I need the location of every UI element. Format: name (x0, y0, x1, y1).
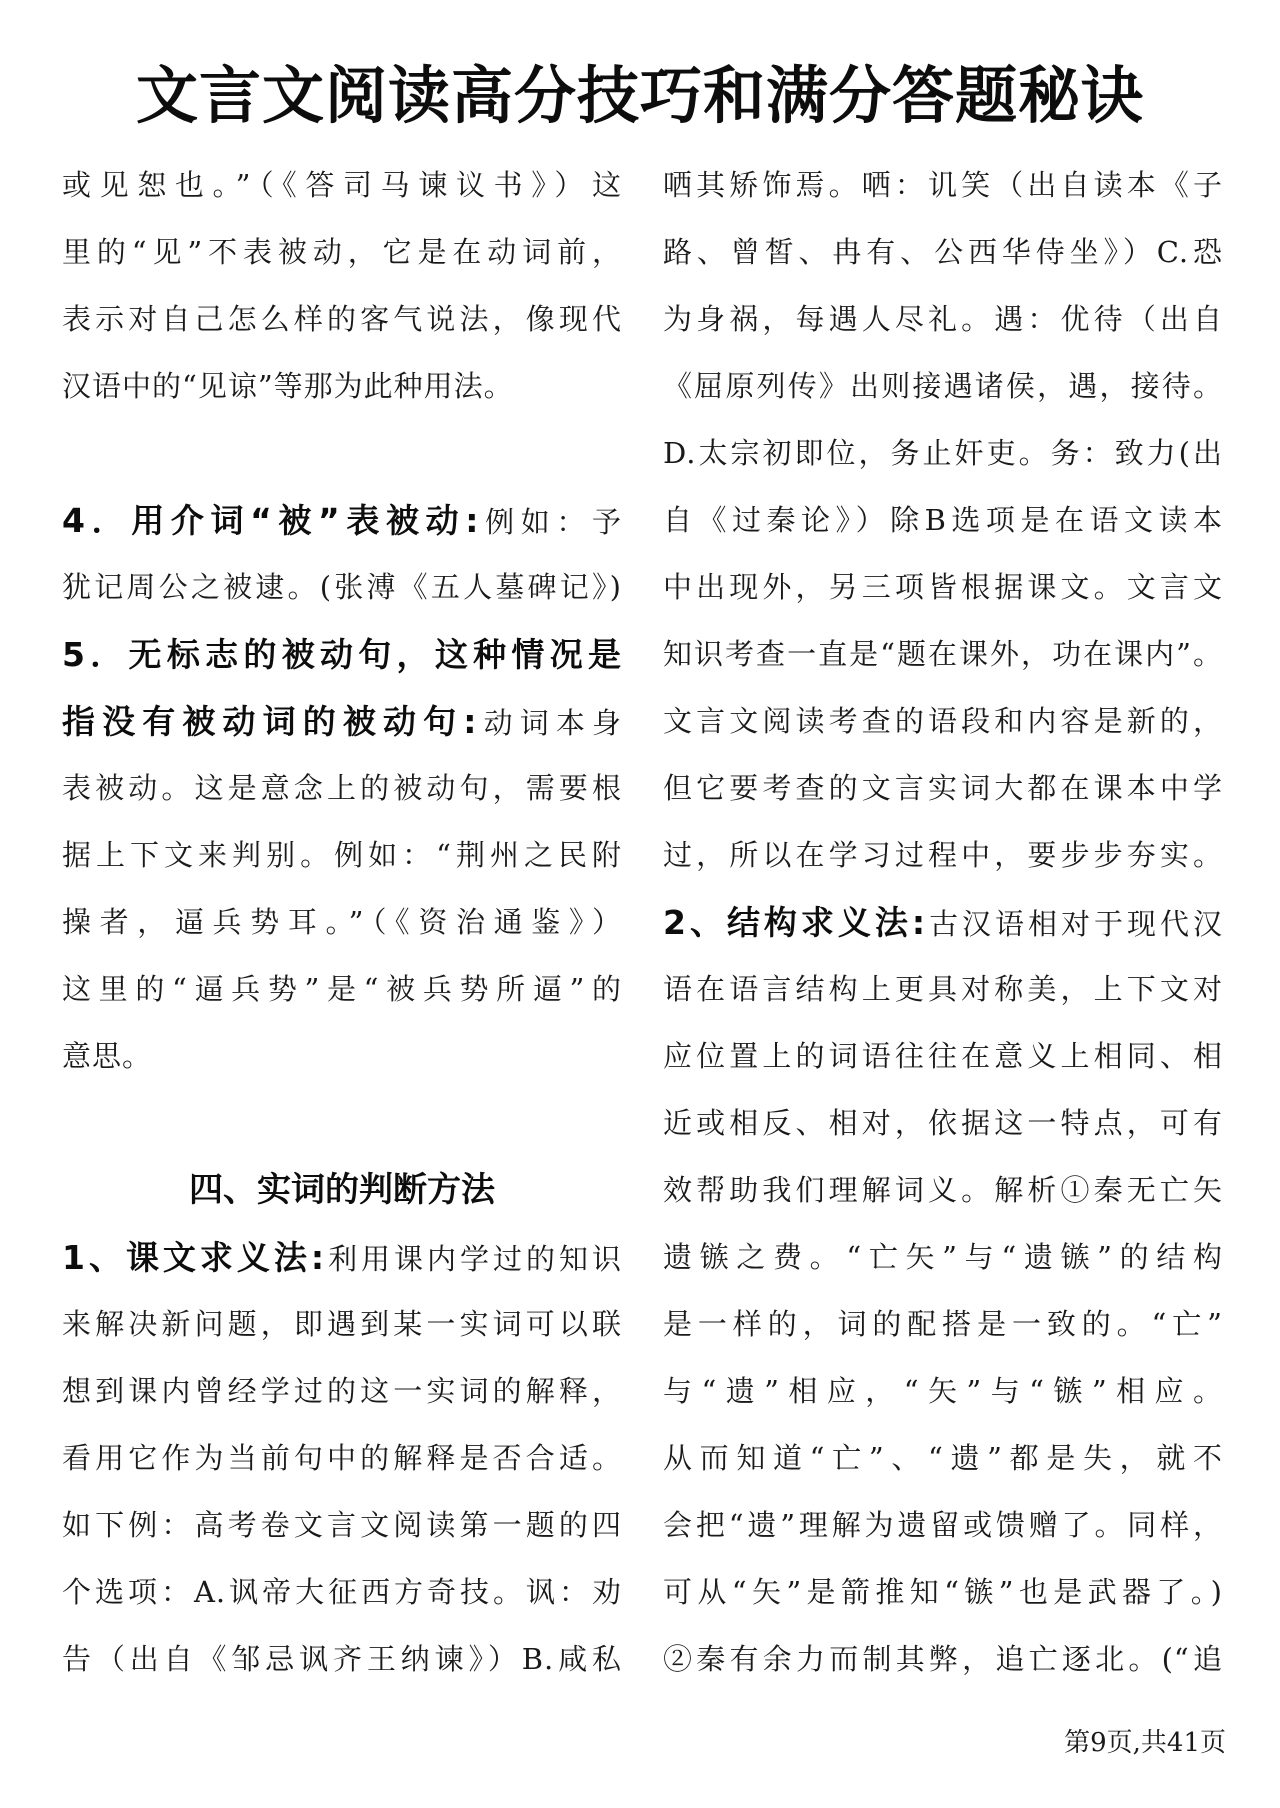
right-column (663, 152, 1223, 1693)
text-line: 或见恕也。”（《答司马谏议书》）这 (62, 168, 622, 202)
text-line: 中出现外，另三项皆根据课文。文言文 (663, 570, 1223, 604)
text-line: 会把“遗”理解为遗留或馈赠了。同样， (663, 1508, 1223, 1542)
spacer (62, 420, 622, 487)
text-line: 如下例：高考卷文言文阅读第一题的四 (62, 1508, 622, 1542)
text-line: 个选项：A.讽帝大征西方奇技。讽：劝 (62, 1575, 622, 1609)
text-line: 操者，逼兵势耳。”（《资治通鉴》） (62, 905, 622, 939)
text-line: 文言文阅读考查的语段和内容是新的， (663, 704, 1223, 738)
text-span: 动词本身 (477, 706, 622, 740)
item-5-heading-cont: 指没有被动词的被动句: (62, 702, 478, 741)
item-5-heading-line (62, 621, 622, 688)
text-line: 告（出自《邹忌讽齐王纳谏》）B.咸私 (62, 1642, 622, 1676)
text-line: 路、曾皙、冉有、公西华侍坐》）C.恐 (663, 235, 1223, 269)
text-line: ②秦有余力而制其弊，追亡逐北。(“追 (663, 1642, 1223, 1676)
item-4-heading: 4．用介词“被”表被动: (62, 501, 480, 540)
item-5-line (62, 688, 622, 755)
text-line: 近或相反、相对，依据这一特点，可有 (663, 1106, 1223, 1140)
text-line: 来解决新问题，即遇到某一实词可以联 (62, 1307, 622, 1341)
text-line: 应位置上的词语往往在意义上相同、相 (663, 1039, 1223, 1073)
item-5-heading: 5．无标志的被动句，这种情况是 (62, 635, 622, 674)
text-line: 效帮助我们理解词义。解析①秦无亡矢 (663, 1173, 1223, 1207)
text-line: 汉语中的“见谅”等那为此种用法。 (62, 369, 514, 403)
method-1-heading: 1、课文求义法: (62, 1238, 326, 1277)
page-number: 第9页,共41页 (1064, 1728, 1226, 1758)
text-line: 语在语言结构上更具对称美，上下文对 (663, 972, 1223, 1006)
section-heading: 四、实词的判断方法 (189, 1170, 495, 1210)
text-line: 自《过秦论》）除B选项是在语文读本 (663, 503, 1223, 537)
text-line: 表被动。这是意念上的被动句，需要根 (62, 771, 622, 805)
item-4-line (62, 487, 622, 554)
text-line: 看用它作为当前句中的解释是否合适。 (62, 1441, 622, 1475)
text-line: 为身祸，每遇人尽礼。遇：优待（出自 (663, 302, 1223, 336)
text-line: 但它要考查的文言实词大都在课本中学 (663, 771, 1223, 805)
method-1-line (62, 1224, 622, 1291)
text-line: 与“遗”相应，“矢”与“镞”相应。 (663, 1374, 1223, 1408)
method-2-line (663, 889, 1223, 956)
text-line: D.太宗初即位，务止奸吏。务：致力(出 (663, 436, 1223, 470)
text-line: 遗镞之费。“亡矢”与“遗镞”的结构 (663, 1240, 1223, 1274)
text-line: 可从“矢”是箭推知“镞”也是武器了。) (663, 1575, 1223, 1609)
text-line: 里的“见”不表被动，它是在动词前， (62, 235, 622, 269)
spacer (62, 1090, 622, 1157)
text-line: 表示对自己怎么样的客气说法，像现代 (62, 302, 622, 336)
page-title: 文言文阅读高分技巧和满分答题秘诀 (135, 59, 1144, 132)
text-span: 例如：予 (479, 505, 622, 539)
text-line: 哂其矫饰焉。哂：讥笑（出自读本《子 (663, 168, 1223, 202)
text-line: 《屈原列传》出则接遇诸侯，遇，接待。 (663, 369, 1223, 403)
left-column (62, 152, 622, 1693)
text-line: 意思。 (62, 1039, 153, 1073)
text-line: 过，所以在学习过程中，要步步夯实。 (663, 838, 1223, 872)
text-line: 这里的“逼兵势”是“被兵势所逼”的 (62, 972, 622, 1006)
text-line: 从而知道“亡”、“遗”都是失，就不 (663, 1441, 1223, 1475)
method-2-heading: 2、结构求义法: (663, 903, 927, 942)
text-line: 知识考查一直是“题在课外，功在课内”。 (663, 637, 1223, 671)
text-span: 古汉语相对于现代汉 (926, 907, 1223, 941)
text-line: 想到课内曾经学过的这一实词的解释， (62, 1374, 622, 1408)
text-span: 利用课内学过的知识 (325, 1242, 622, 1276)
text-line: 据上下文来判别。例如：“荆州之民附 (62, 838, 622, 872)
text-line: 犹记周公之被逮。(张溥《五人墓碑记》) (62, 570, 622, 604)
text-line: 是一样的，词的配搭是一致的。“亡” (663, 1307, 1223, 1341)
